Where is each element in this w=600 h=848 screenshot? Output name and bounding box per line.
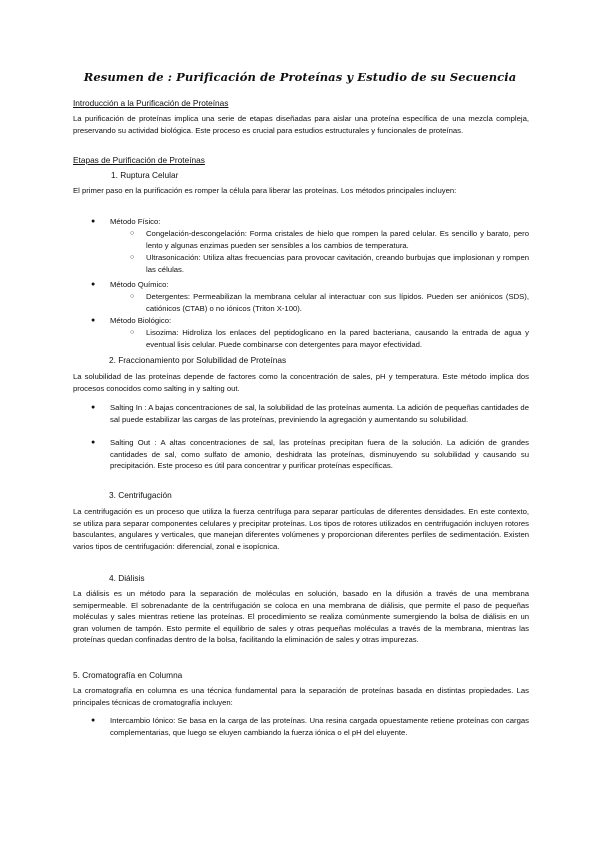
biologico-item-1: Lisozima: Hidroliza los enlaces del peptidoglicano en la pared bacteriana, causando la entrada de agua y eventual lisis celular. Puede combinarse con detergentes para mayor efectividad. [146,328,529,349]
circle-bullet-icon: ○ [130,329,135,336]
intro-heading: Introducción a la Purificación de Proteínas [73,98,229,108]
salting-in-item: Salting In : A bajas concentraciones de sal, la solubilidad de las proteínas aumenta. La adición de pequeñas cantidades de sal puede estabilizar las cargas de las proteínas, previniendo la agregación y aumentando su solubilidad. [110,403,529,424]
quimico-item-1: Detergentes: Permeabilizan la membrana celular al interactuar con sus lípidos. Pueden ser aniónicos (SDS), catiónicos (CTAB) o no iónicos (Triton X-100). [146,292,529,313]
method-quimico-label: Método Químico: [110,280,169,289]
bullet-icon: ● [91,404,96,411]
bullet-icon: ● [91,218,96,225]
section-5-heading: 5. Cromatografía en Columna [73,670,183,680]
bullet-icon: ● [91,717,96,724]
method-fisico-label: Método Físico: [110,217,161,226]
intercambio-ionico-item: Intercambio Iónico: Se basa en la carga de las proteínas. Una resina cargada opuestamente retiene proteínas con cargas complementarias, que luego se eluyen cambiando la fuerza iónica o el pH del eluyente. [110,716,529,737]
section-4-paragraph: La diálisis es un método para la separación de moléculas en solución, basado en la difusión a través de una membrana semipermeable. El sobrenadante de la centrifugación se coloca en una membrana de diálisis, que permite el paso de pequeñas moléculas y sales mientras retiene las proteínas. El procedimiento se realiza comúnmente sumergiendo la bolsa de diálisis en un gran volumen de tampón. Esto permite el equilibrio de sales y otras pequeñas moléculas a través de la membrana, mientras las proteínas quedan confinadas dentro de la bolsa, facilitando la eliminación de sales y otras impurezas. [73,589,529,645]
document-title: Resumen de : Purificación de Proteínas y Estudio de su Secuencia [83,70,517,84]
method-biologico-label: Método Biológico: [110,316,172,325]
section-1-heading: 1. Ruptura Celular [111,170,179,180]
section-3-heading: 3. Centrifugación [109,490,172,500]
section-2-paragraph: La solubilidad de las proteínas depende de factores como la concentración de sales, pH y temperatura. Este método implica dos procesos conocidos como salting in y salting out. [73,372,529,393]
fisico-item-1: Congelación-descongelación: Forma cristales de hielo que rompen la pared celular. Es sencillo y barato, pero lento y algunas enzimas pueden ser sensibles a los cambios de temperatura. [146,229,529,250]
intro-paragraph: La purificación de proteínas implica una serie de etapas diseñadas para aislar una proteína específica de una mezcla compleja, preservando su actividad biológica. Este proceso es crucial para estudios estructurales y funcionales de proteínas. [73,114,529,135]
section-5-paragraph: La cromatografía en columna es una técnica fundamental para la separación de proteínas basada en distintas propiedades. Las principales técnicas de cromatografía incluyen: [73,686,529,707]
stages-heading: Etapas de Purificación de Proteínas [73,155,205,165]
bullet-icon: ● [91,439,96,446]
bullet-icon: ● [91,281,96,288]
circle-bullet-icon: ○ [130,230,135,237]
section-2-heading: 2. Fraccionamiento por Solubilidad de Proteínas [109,355,287,365]
circle-bullet-icon: ○ [130,293,135,300]
section-4-heading: 4. Diálisis [109,573,145,583]
section-1-paragraph: El primer paso en la purificación es romper la célula para liberar las proteínas. Los métodos principales incluyen: [73,186,457,195]
bullet-icon: ● [91,317,96,324]
salting-out-item: Salting Out : A altas concentraciones de sal, las proteínas precipitan fuera de la solución. La adición de grandes cantidades de sal, como sulfato de amonio, deshidrata las proteínas, disminuyendo su solubilidad y causando su precipitación. Este proceso es útil para concentrar y purificar proteínas específicas. [110,438,529,471]
section-3-paragraph: La centrifugación es un proceso que utiliza la fuerza centrífuga para separar partículas de diferentes densidades. En este contexto, se utiliza para separar componentes celulares y precipitar proteínas. Los tipos de rotores utilizados en centrifugación incluyen rotores basculantes, angulares y verticales, que manejan diferentes volúmenes y proporcionan diferentes perfiles de sedimentación. Existen varios tipos de centrifugación: diferencial, zonal e isopícnica. [73,507,529,551]
fisico-item-2: Ultrasonicación: Utiliza altas frecuencias para provocar cavitación, creando burbujas que implosionan y rompen las células. [146,253,529,274]
circle-bullet-icon: ○ [130,254,135,261]
